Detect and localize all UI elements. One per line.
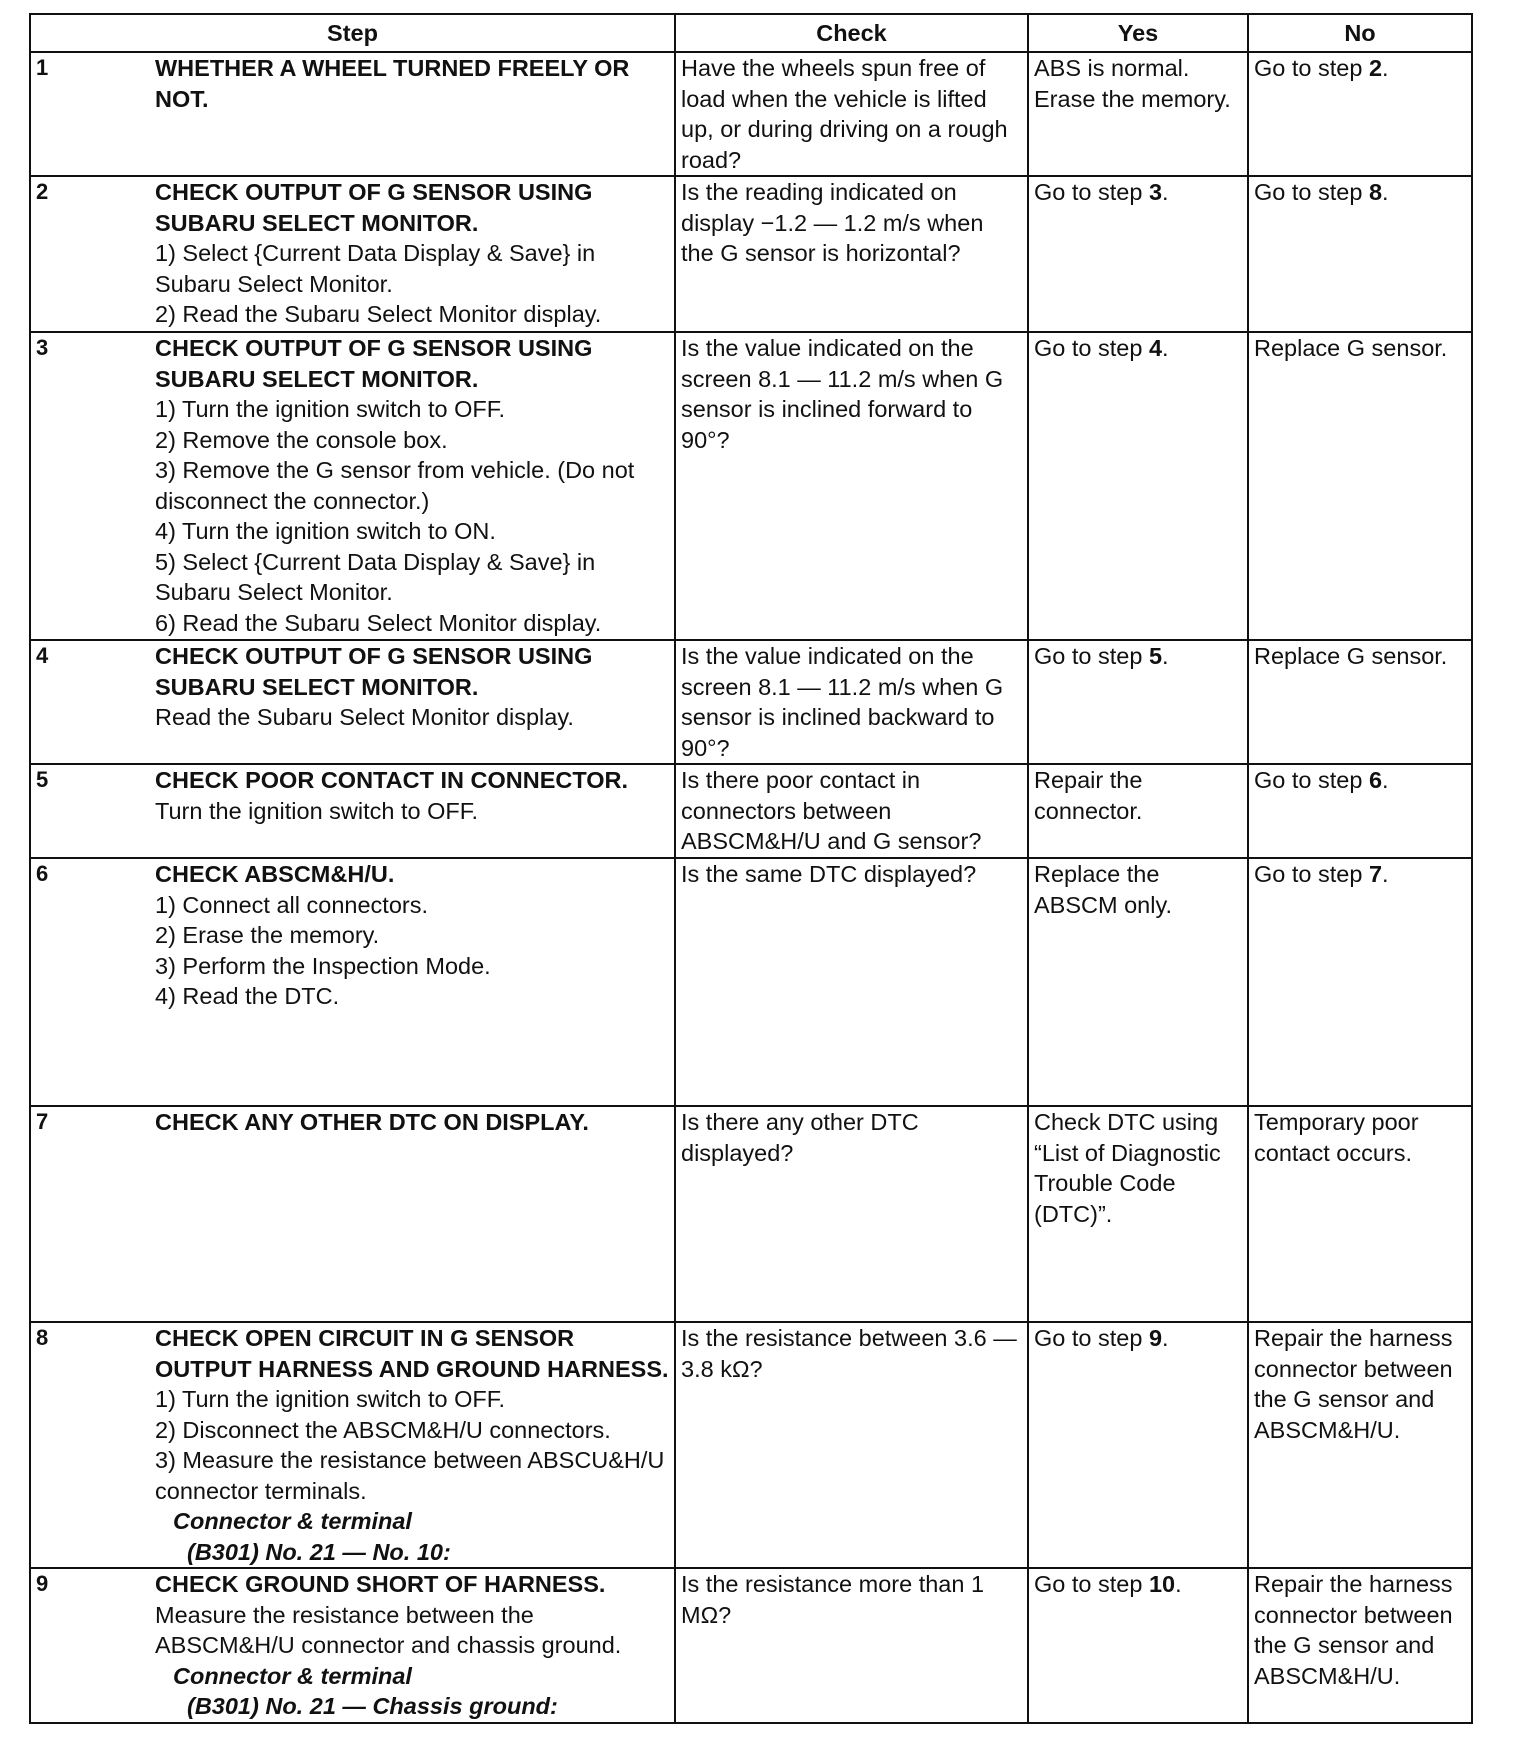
- yes-cell: [1028, 52, 1248, 176]
- yes-cell: [1028, 1568, 1248, 1723]
- no-cell-punct: .: [1382, 861, 1389, 887]
- step-instruction: 3) Remove the G sensor from vehicle. (Do not disconnect the connector.): [155, 457, 635, 514]
- step-title: CHECK OUTPUT OF G SENSOR USING SUBARU SELECT MONITOR.: [155, 179, 593, 236]
- no-cell-text: Replace G sensor.: [1254, 643, 1448, 669]
- table-row: [30, 176, 1472, 332]
- no-cell: [1248, 858, 1472, 1106]
- no-cell: [1248, 640, 1472, 764]
- yes-cell-punct: .: [1175, 1571, 1182, 1597]
- step-cell: [30, 858, 675, 1106]
- yes-cell-step-ref: 10: [1148, 1571, 1176, 1597]
- connector-terminal-label: Connector & terminal: [173, 1662, 412, 1689]
- step-cell: [30, 1106, 675, 1322]
- yes-cell-text: Go to step: [1034, 1571, 1149, 1597]
- yes-cell-text: Check DTC using “List of Diagnostic Trouble Code (DTC)”.: [1034, 1109, 1221, 1227]
- table-row: [30, 640, 1472, 764]
- no-cell-text: Replace G sensor.: [1254, 335, 1448, 361]
- no-cell: [1248, 176, 1472, 332]
- check-cell: Is the value indicated on the screen 8.1 — 11.2 m/s when G sensor is inclined forward to 90°?: [675, 332, 1028, 640]
- step-title: CHECK ANY OTHER DTC ON DISPLAY.: [155, 1109, 589, 1135]
- step-instruction: Read the Subaru Select Monitor display.: [155, 704, 574, 730]
- no-cell: [1248, 332, 1472, 640]
- yes-cell-text: Go to step: [1034, 179, 1149, 205]
- step-number: 2: [36, 179, 49, 204]
- step-number: 7: [36, 1109, 49, 1134]
- no-cell-text: Go to step: [1254, 767, 1369, 793]
- step-title: CHECK OUTPUT OF G SENSOR USING SUBARU SELECT MONITOR.: [155, 643, 593, 700]
- no-cell-step-ref: 8: [1368, 179, 1383, 205]
- yes-cell: [1028, 332, 1248, 640]
- step-instruction: 1) Connect all connectors.: [155, 891, 429, 918]
- step-number: 3: [36, 335, 49, 360]
- yes-cell-text: Go to step: [1034, 643, 1149, 669]
- yes-cell-text: Replace the ABSCM only.: [1034, 861, 1172, 918]
- connector-terminal-label: (B301) No. 21 — Chassis ground:: [187, 1693, 558, 1719]
- yes-cell-step-ref: 4: [1148, 335, 1163, 361]
- check-cell: Is there poor contact in connectors between ABSCM&H/U and G sensor?: [675, 764, 1028, 858]
- step-cell: [30, 332, 675, 640]
- step-cell: [30, 640, 675, 764]
- diagnostic-table: [29, 13, 1473, 1724]
- header-row: [30, 14, 1472, 52]
- step-instruction: 2) Erase the memory.: [155, 922, 380, 948]
- no-cell-punct: .: [1382, 55, 1389, 81]
- step-instruction: 1) Turn the ignition switch to OFF.: [155, 1386, 506, 1412]
- table-row: [30, 1322, 1472, 1568]
- no-cell-step-ref: 6: [1368, 767, 1383, 793]
- table-row: [30, 52, 1472, 176]
- no-cell: [1248, 764, 1472, 858]
- yes-cell-step-ref: 5: [1148, 643, 1163, 669]
- no-cell: [1248, 1106, 1472, 1322]
- step-cell: [30, 1322, 675, 1568]
- yes-cell-text: ABS is normal. Erase the memory.: [1034, 55, 1231, 112]
- step-instruction: 3) Perform the Inspection Mode.: [155, 952, 491, 979]
- no-cell-step-ref: 7: [1368, 861, 1383, 887]
- yes-cell-text: Repair the connector.: [1034, 767, 1143, 824]
- yes-cell: [1028, 858, 1248, 1106]
- yes-cell-punct: .: [1162, 643, 1169, 669]
- step-instruction: 1) Turn the ignition switch to OFF.: [155, 396, 506, 422]
- yes-cell-punct: .: [1162, 335, 1169, 361]
- step-instruction: 2) Disconnect the ABSCM&H/U connectors.: [155, 1416, 611, 1443]
- step-instruction: 2) Remove the console box.: [155, 426, 448, 453]
- check-cell: Is the same DTC displayed?: [675, 858, 1028, 1106]
- no-cell: [1248, 1322, 1472, 1568]
- header-check: Check: [675, 14, 1028, 52]
- no-cell-punct: .: [1382, 767, 1389, 793]
- yes-cell-text: Go to step: [1034, 335, 1149, 361]
- step-number: 4: [36, 643, 49, 668]
- step-instruction: 4) Read the DTC.: [155, 983, 340, 1009]
- no-cell-text: Temporary poor contact occurs.: [1254, 1109, 1419, 1166]
- table-row: [30, 1106, 1472, 1322]
- step-title: WHETHER A WHEEL TURNED FREELY OR NOT.: [155, 55, 630, 112]
- step-instruction: 6) Read the Subaru Select Monitor display.: [155, 609, 602, 636]
- check-cell: Is the resistance between 3.6 — 3.8 kΩ?: [675, 1322, 1028, 1568]
- check-cell: Is the value indicated on the screen 8.1 — 11.2 m/s when G sensor is inclined backward to 90°?: [675, 640, 1028, 764]
- step-number: 9: [36, 1571, 49, 1596]
- step-title: CHECK ABSCM&H/U.: [155, 861, 395, 887]
- step-title: CHECK POOR CONTACT IN CONNECTOR.: [155, 767, 629, 793]
- step-title: CHECK GROUND SHORT OF HARNESS.: [155, 1571, 606, 1597]
- step-instruction: 1) Select {Current Data Display & Save} in Subaru Select Monitor.: [155, 240, 596, 297]
- yes-cell: [1028, 640, 1248, 764]
- no-cell-punct: .: [1382, 179, 1389, 205]
- table-row: [30, 764, 1472, 858]
- table-row: [30, 332, 1472, 640]
- no-cell-text: Go to step: [1254, 179, 1369, 205]
- check-cell: Is the reading indicated on display −1.2 — 1.2 m/s when the G sensor is horizontal?: [675, 176, 1028, 332]
- step-cell: [30, 52, 675, 176]
- step-instruction: 2) Read the Subaru Select Monitor display.: [155, 301, 602, 327]
- step-number: 6: [36, 861, 49, 886]
- step-instruction: 5) Select {Current Data Display & Save} in Subaru Select Monitor.: [155, 548, 596, 605]
- header-yes: Yes: [1028, 14, 1248, 52]
- step-cell: [30, 764, 675, 858]
- check-cell: Is there any other DTC displayed?: [675, 1106, 1028, 1322]
- no-cell-text: Go to step: [1254, 861, 1369, 887]
- no-cell-text: Repair the harness connector between the G sensor and ABSCM&H/U.: [1254, 1571, 1453, 1689]
- no-cell: [1248, 1568, 1472, 1723]
- header-no: No: [1248, 14, 1472, 52]
- step-number: 8: [36, 1325, 49, 1350]
- step-cell: [30, 1568, 675, 1723]
- yes-cell-punct: .: [1162, 1325, 1169, 1351]
- step-instruction: 4) Turn the ignition switch to ON.: [155, 518, 496, 544]
- step-title: CHECK OPEN CIRCUIT IN G SENSOR OUTPUT HARNESS AND GROUND HARNESS.: [155, 1325, 669, 1382]
- no-cell: [1248, 52, 1472, 176]
- check-cell: Is the resistance more than 1 MΩ?: [675, 1568, 1028, 1723]
- no-cell-text: Repair the harness connector between the G sensor and ABSCM&H/U.: [1254, 1325, 1453, 1443]
- yes-cell: [1028, 1106, 1248, 1322]
- step-cell: [30, 176, 675, 332]
- step-instruction: Turn the ignition switch to OFF.: [155, 797, 479, 824]
- header-step: Step: [30, 14, 675, 52]
- table-row: [30, 858, 1472, 1106]
- yes-cell: [1028, 176, 1248, 332]
- no-cell-text: Go to step: [1254, 55, 1369, 81]
- step-number: 1: [36, 55, 49, 80]
- yes-cell-step-ref: 3: [1148, 179, 1163, 205]
- table-row: [30, 1568, 1472, 1723]
- step-instruction: Measure the resistance between the ABSCM&H/U connector and chassis ground.: [155, 1601, 622, 1658]
- yes-cell: [1028, 1322, 1248, 1568]
- yes-cell-text: Go to step: [1034, 1325, 1149, 1351]
- step-instruction: 3) Measure the resistance between ABSCU&H/U connector terminals.: [155, 1447, 665, 1504]
- step-number: 5: [36, 767, 49, 792]
- connector-terminal-label: (B301) No. 21 — No. 10:: [187, 1538, 451, 1565]
- yes-cell-step-ref: 9: [1148, 1325, 1163, 1351]
- step-title: CHECK OUTPUT OF G SENSOR USING SUBARU SELECT MONITOR.: [155, 335, 593, 392]
- connector-terminal-label: Connector & terminal: [173, 1508, 412, 1534]
- yes-cell: [1028, 764, 1248, 858]
- no-cell-step-ref: 2: [1368, 55, 1383, 81]
- check-cell: Have the wheels spun free of load when the vehicle is lifted up, or during driving on a rough road?: [675, 52, 1028, 176]
- yes-cell-punct: .: [1162, 179, 1169, 205]
